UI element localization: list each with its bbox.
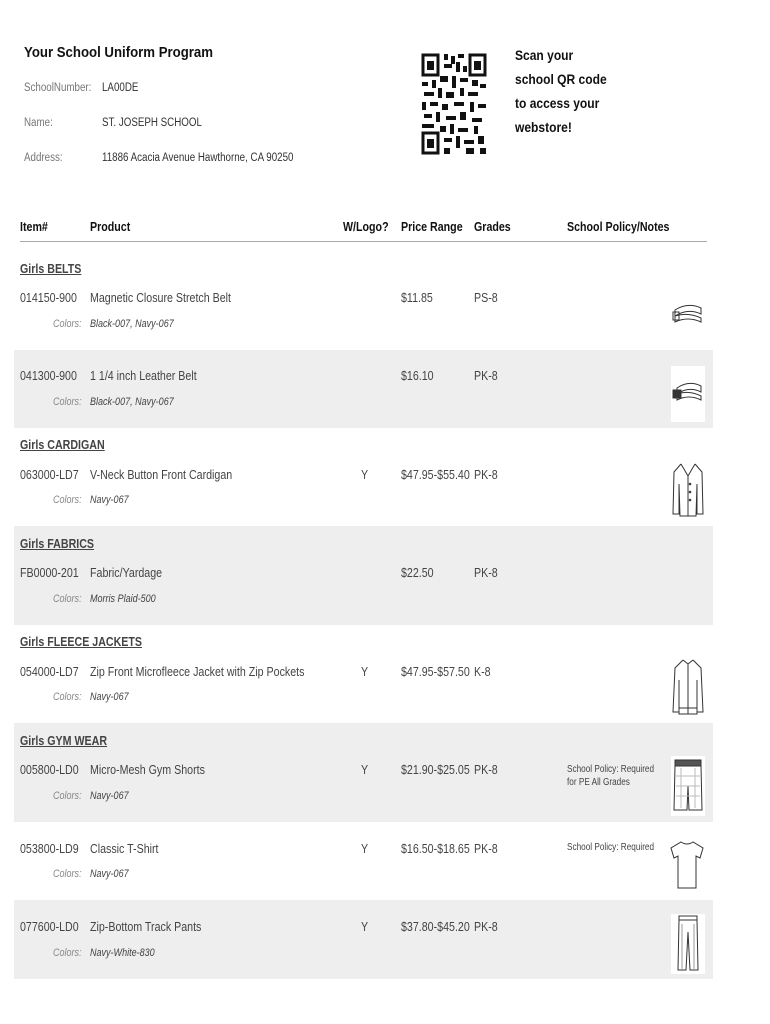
- policy-note: School Policy: Required: [567, 842, 655, 853]
- colors-value: Black-007, Navy-067: [90, 396, 174, 408]
- item-number: 041300-900: [20, 368, 77, 383]
- address-value: 11886 Acacia Avenue Hawthorne, CA 90250: [102, 152, 294, 164]
- school-name-label: Name:: [24, 117, 53, 129]
- colors-value: Morris Plaid-500: [90, 593, 156, 605]
- price-range: $47.95-$57.50: [401, 664, 470, 679]
- price-range: $22.50: [401, 565, 434, 580]
- logo-flag: Y: [361, 919, 369, 934]
- colors-label: Colors:: [53, 790, 82, 802]
- product-name: Classic T-Shirt: [90, 841, 159, 856]
- item-number: 014150-900: [20, 290, 77, 305]
- item-number: 077600-LD0: [20, 919, 79, 934]
- row-band: [14, 900, 713, 979]
- address-label: Address:: [24, 152, 63, 164]
- item-number: FB0000-201: [20, 565, 79, 580]
- item-number: 053800-LD9: [20, 841, 79, 856]
- product-name: Fabric/Yardage: [90, 565, 163, 580]
- header-divider: [20, 241, 707, 242]
- grades: PK-8: [474, 467, 498, 482]
- colors-value: Navy-White-830: [90, 947, 155, 959]
- product-name: 1 1/4 inch Leather Belt: [90, 368, 197, 383]
- item-number: 063000-LD7: [20, 467, 79, 482]
- school-number-label: SchoolNumber:: [24, 82, 92, 94]
- logo-flag: Y: [361, 664, 369, 679]
- colors-value: Navy-067: [90, 790, 129, 802]
- col-header-product: Product: [90, 219, 131, 234]
- colors-label: Colors:: [53, 318, 82, 330]
- colors-label: Colors:: [53, 947, 82, 959]
- qr-instructions: Scan your school QR code to access your webstore!: [515, 47, 607, 135]
- school-number-value: LA00DE: [102, 82, 139, 94]
- grades: PS-8: [474, 290, 498, 305]
- product-name: Zip Front Microfleece Jacket with Zip Pockets: [90, 664, 305, 679]
- logo-flag: Y: [361, 762, 369, 777]
- colors-value: Black-007, Navy-067: [90, 318, 174, 330]
- category-heading: Girls GYM WEAR: [20, 733, 108, 748]
- school-name-value: ST. JOSEPH SCHOOL: [102, 117, 202, 129]
- colors-value: Navy-067: [90, 691, 129, 703]
- policy-note: School Policy: Required for PE All Grades: [567, 764, 655, 788]
- product-name: Magnetic Closure Stretch Belt: [90, 290, 232, 305]
- colors-label: Colors:: [53, 494, 82, 506]
- product-name: V-Neck Button Front Cardigan: [90, 467, 233, 482]
- grades: PK-8: [474, 565, 498, 580]
- pants-icon: [671, 914, 705, 974]
- belt-icon: [671, 366, 705, 422]
- price-range: $16.10: [401, 368, 434, 383]
- col-header-logo: W/Logo?: [343, 219, 389, 234]
- cardigan-icon: [671, 460, 705, 520]
- category-heading: Girls BELTS: [20, 261, 82, 276]
- col-header-price: Price Range: [401, 219, 463, 234]
- price-range: $11.85: [401, 290, 433, 305]
- tshirt-icon: [667, 836, 707, 892]
- logo-flag: Y: [361, 467, 369, 482]
- category-heading: Girls FABRICS: [20, 536, 95, 551]
- category-heading: Girls CARDIGAN: [20, 437, 105, 452]
- row-band: [14, 350, 713, 428]
- colors-value: Navy-067: [90, 494, 129, 506]
- price-range: $21.90-$25.05: [401, 762, 470, 777]
- page-title: Your School Uniform Program: [24, 44, 213, 61]
- shorts-icon: [671, 756, 705, 816]
- qr-code-icon[interactable]: [420, 52, 488, 156]
- belt-icon: [671, 296, 705, 332]
- col-header-grades: Grades: [474, 219, 511, 234]
- item-number: 005800-LD0: [20, 762, 79, 777]
- grades: PK-8: [474, 368, 498, 383]
- logo-flag: Y: [361, 841, 369, 856]
- colors-label: Colors:: [53, 691, 82, 703]
- col-header-item: Item#: [20, 219, 48, 234]
- product-name: Zip-Bottom Track Pants: [90, 919, 202, 934]
- grades: PK-8: [474, 919, 498, 934]
- price-range: $47.95-$55.40: [401, 467, 470, 482]
- colors-label: Colors:: [53, 396, 82, 408]
- colors-value: Navy-067: [90, 868, 129, 880]
- product-name: Micro-Mesh Gym Shorts: [90, 762, 205, 777]
- price-range: $16.50-$18.65: [401, 841, 470, 856]
- grades: PK-8: [474, 841, 498, 856]
- grades: PK-8: [474, 762, 498, 777]
- price-range: $37.80-$45.20: [401, 919, 470, 934]
- colors-label: Colors:: [53, 868, 82, 880]
- grades: K-8: [474, 664, 491, 679]
- category-heading: Girls FLEECE JACKETS: [20, 634, 143, 649]
- colors-label: Colors:: [53, 593, 82, 605]
- item-number: 054000-LD7: [20, 664, 79, 679]
- col-header-notes: School Policy/Notes: [567, 219, 670, 234]
- jacket-icon: [671, 656, 705, 718]
